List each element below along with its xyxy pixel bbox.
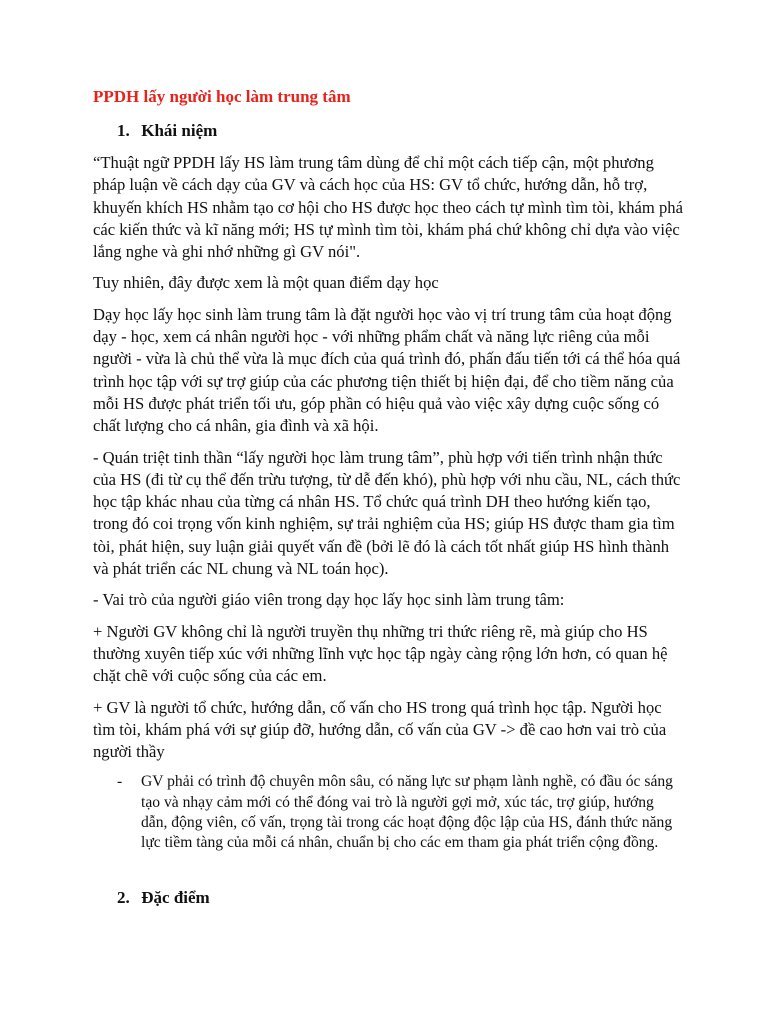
paragraph-teacher-role-heading: - Vai trò của người giáo viên trong dạy học lấy học sinh làm trung tâm: [93, 590, 565, 610]
paragraph-principle: - Quán triệt tinh thần “lấy người học làm trung tâm”, phù hợp với tiến trình nhận thức của HS (đi từ cụ thể đến trừu tượng, từ dễ đến khó), phù hợp với nhu cầu, NL, cách thức học tập khác nhau của từng cá nhân HS. Tổ chức quá trình DH theo hướng kiến tạo, trong đó coi trọng vốn kinh nghiệm, sự trải nghiệm của HS; giúp HS được tham gia tìm tòi, phát hiện, suy luận giải quyết vấn đề (bởi lẽ đó là cách tốt nhất giúp HS hình thành và phát triển các NL chung và NL toán học). [93, 447, 681, 579]
paragraph-teacher-role-2: + GV là người tổ chức, hướng dẫn, cố vấn cho HS trong quá trình học tập. Người học tìm tòi, khám phá với sự giúp đỡ, hướng dẫn, cố vấn của GV -> đề cao hơn vai trò của người thầy [93, 697, 667, 762]
paragraph-teacher-role-1: + Người GV không chỉ là người truyền thụ những tri thức riêng rẽ, mà giúp cho HS thường xuyên tiếp xúc với những lĩnh vực học tập ngày càng rộng lớn hơn, có quan hệ chặt chẽ với cuộc sống của các em. [93, 621, 668, 686]
bullet-list [93, 772, 683, 853]
section-title: Khái niệm [141, 121, 218, 140]
document-page [93, 86, 683, 919]
section-title: Đặc điểm [141, 888, 210, 908]
section-number: 2. [117, 888, 130, 908]
paragraph-viewpoint: Tuy nhiên, đây được xem là một quan điểm dạy học [93, 273, 439, 293]
section-heading-1 [117, 120, 683, 142]
paragraph-student-centered: Dạy học lấy học sinh làm trung tâm là đặt người học vào vị trí trung tâm của hoạt động dạy - học, xem cá nhân người học - với những phẩm chất và năng lực riêng của mỗi người - vừa là chủ thể vừa là mục đích của quá trình đó, phấn đấu tiến tới cá thể hóa quá trình học tập với sự trợ giúp của các phương tiện thiết bị hiện đại, để cho tiềm năng của mỗi HS được phát triển tối ưu, góp phần có hiệu quả vào việc xây dựng cuộc sống có chất lượng cho cá nhân, gia đình và xã hội. [93, 304, 681, 436]
section-number: 1. [117, 121, 130, 140]
list-item [93, 772, 683, 853]
bullet-marker: - [117, 773, 123, 791]
paragraph-definition: “Thuật ngữ PPDH lấy HS làm trung tâm dùng để chỉ một cách tiếp cận, một phương pháp luận về cách dạy của GV và cách học của HS: GV tổ chức, hướng dẫn, hỗ trợ, khuyến khích HS nhằm tạo cơ hội cho HS được học theo cách tự mình tìm tòi, khám phá các kiến thức và kĩ năng mới; HS tự mình tìm tòi, khám phá chứ không chỉ dựa vào việc lắng nghe và ghi nhớ những gì GV nói". [93, 153, 683, 262]
section-heading-2 [117, 887, 683, 909]
document-title: PPDH lấy người học làm trung tâm [93, 87, 351, 106]
list-item-text: GV phải có trình độ chuyên môn sâu, có năng lực sư phạm lành nghề, có đầu óc sáng tạo và nhạy cảm mới có thể đóng vai trò là người gợi mở, xúc tác, trợ giúp, hướng dẫn, động viên, cố vấn, trọng tài trong các hoạt động độc lập của HS, đánh thức năng lực tiềm tàng của mỗi cá nhân, chuẩn bị cho các em tham gia phát triển cộng đồng. [141, 773, 673, 852]
